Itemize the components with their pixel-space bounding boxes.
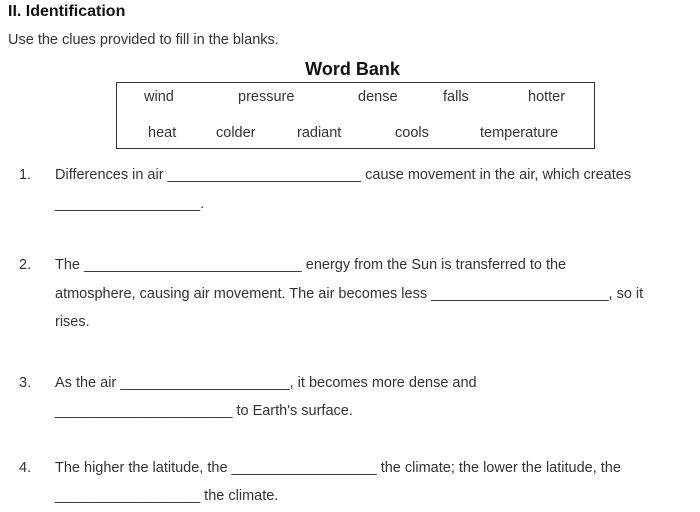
question-line: __________________. (55, 196, 205, 212)
question-line: __________________ the climate. (55, 488, 279, 504)
question-line: The higher the latitude, the __________________ the climate; the lower the latitude, the (55, 460, 621, 476)
question-number: 3. (19, 375, 32, 391)
section-title: II. Identification (8, 3, 126, 20)
word-bank-word: temperature (480, 125, 559, 141)
question-line: The ___________________________ energy from the Sun is transferred to the (55, 257, 567, 273)
word-bank-word: wind (144, 89, 174, 105)
word-bank-word: radiant (297, 125, 342, 141)
question-number: 4. (19, 460, 32, 476)
word-bank-word: cools (395, 125, 429, 141)
word-bank-box (116, 82, 595, 149)
question-line: As the air _____________________, it becomes more dense and (55, 375, 477, 391)
word-bank-word: pressure (238, 89, 295, 105)
question-line: atmosphere, causing air movement. The air becomes less ______________________, so it (55, 286, 644, 302)
word-bank-title: Word Bank (305, 59, 400, 79)
question-number: 2. (19, 257, 32, 273)
question-line: ______________________ to Earth's surface. (55, 403, 353, 419)
question-line: Differences in air ________________________ cause movement in the air, which creates (55, 167, 632, 183)
word-bank-word: falls (443, 89, 469, 105)
word-bank-word: hotter (528, 89, 566, 105)
word-bank-word: heat (148, 125, 177, 141)
instructions: Use the clues provided to fill in the blanks. (8, 32, 279, 48)
word-bank-word: dense (358, 89, 398, 105)
word-bank-word: colder (216, 125, 256, 141)
question-line: rises. (55, 314, 90, 330)
question-number: 1. (19, 167, 32, 183)
